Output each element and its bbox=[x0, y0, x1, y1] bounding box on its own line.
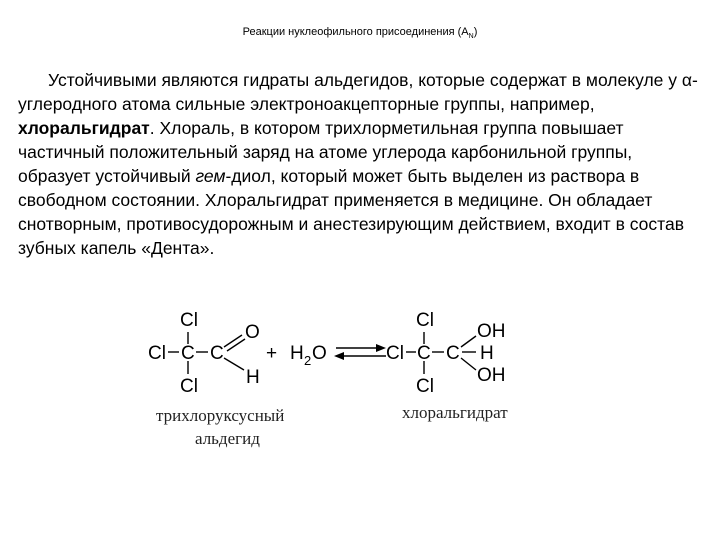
plus-sign: + bbox=[266, 343, 278, 364]
reaction-scheme-svg bbox=[130, 308, 570, 458]
body-text-part: -углеродного атома сильные электроноакцепторные группы, например, bbox=[18, 70, 698, 114]
bold-term: хлоральгидрат bbox=[18, 118, 150, 138]
left-o: O bbox=[245, 322, 260, 343]
alpha-symbol: α bbox=[681, 70, 693, 90]
slide-title-end: ) bbox=[473, 26, 478, 38]
body-paragraph bbox=[18, 68, 702, 260]
bond bbox=[461, 358, 476, 370]
italic-term: гем bbox=[195, 166, 226, 186]
double-bond bbox=[224, 335, 242, 347]
left-cl-top: Cl bbox=[180, 310, 198, 331]
equilibrium-arrows bbox=[334, 344, 386, 360]
water-o: O bbox=[312, 343, 327, 364]
water-subscript: 2 bbox=[304, 353, 312, 368]
slide-title-text: Реакции нуклеофильного присоединения (A bbox=[242, 26, 469, 38]
caption-left-line2: альдегид bbox=[195, 429, 260, 448]
left-h: H bbox=[246, 367, 260, 388]
caption-left-line1: трихлоруксусный bbox=[156, 406, 285, 425]
reaction-scheme bbox=[130, 308, 570, 458]
left-cl-left: Cl bbox=[148, 343, 166, 364]
slide-title bbox=[0, 26, 720, 40]
left-c2: C bbox=[210, 343, 224, 364]
bond bbox=[461, 336, 476, 347]
right-oh-bottom: OH bbox=[477, 365, 506, 386]
right-c1: C bbox=[417, 343, 431, 364]
body-text-part: -диол, который может быть выделен из раствора в свободном состоянии. Хлоральгидрат применяется в медицине. Он обладает снотворным, противосудорожным и анестезирующим действием, входит в состав зубных капель «Дента». bbox=[18, 166, 684, 258]
bond bbox=[224, 358, 244, 370]
caption-right: хлоральгидрат bbox=[402, 403, 508, 422]
right-oh-top: OH bbox=[477, 321, 506, 342]
right-c2: C bbox=[446, 343, 460, 364]
left-c1: C bbox=[181, 343, 195, 364]
body-text-part: Устойчивыми являются гидраты альдегидов, которые содержат в молекуле у bbox=[48, 70, 682, 90]
left-cl-bottom: Cl bbox=[180, 376, 198, 397]
water-h: H bbox=[290, 343, 304, 364]
right-cl-left: Cl bbox=[386, 343, 404, 364]
right-cl-top: Cl bbox=[416, 310, 434, 331]
right-h-mid: H bbox=[480, 343, 494, 364]
right-cl-bottom: Cl bbox=[416, 376, 434, 397]
double-bond bbox=[227, 339, 245, 351]
slide-title-subscript: N bbox=[468, 33, 474, 41]
body-text-part: . Хлораль, в котором трихлорметильная группа повышает частичный положительный заряд на атоме углерода карбонильной группы, образует устойчивый bbox=[18, 118, 633, 186]
